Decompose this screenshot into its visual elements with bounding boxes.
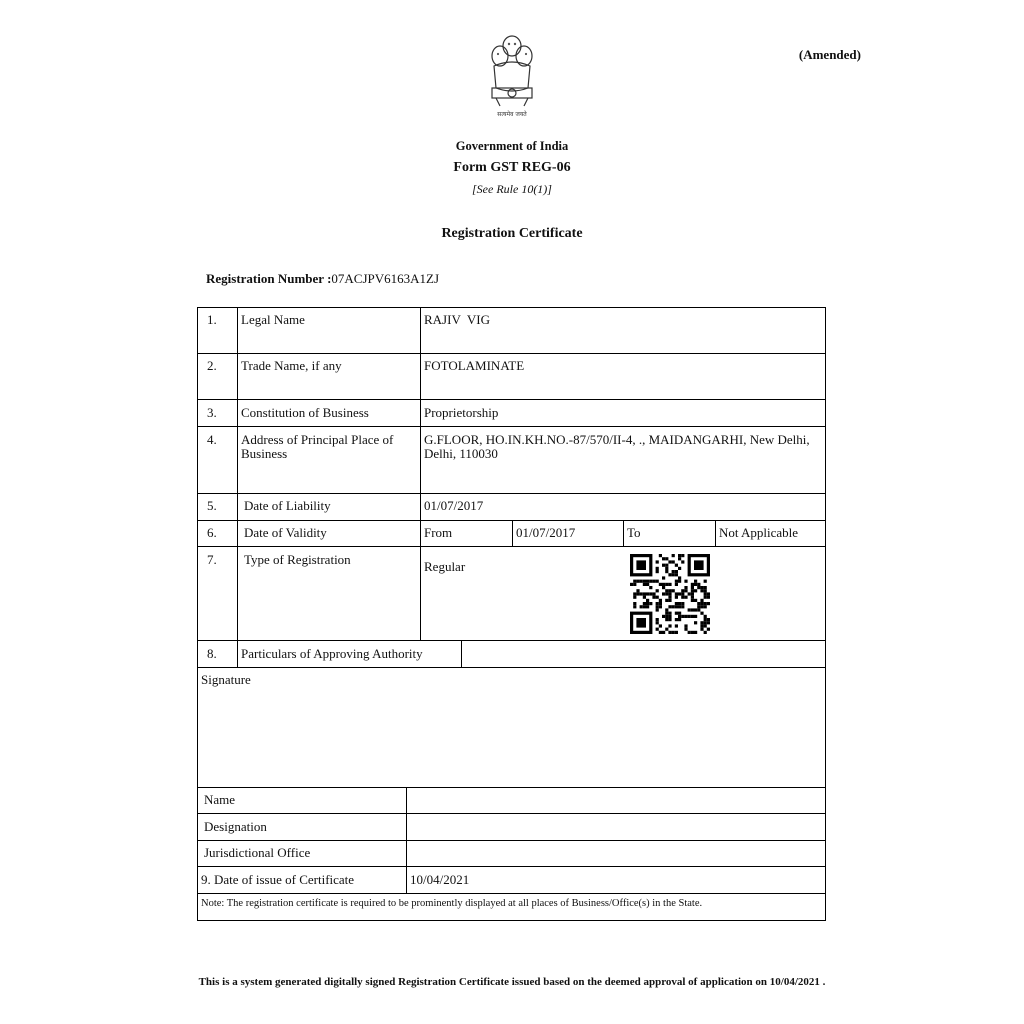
row-divider: [197, 787, 826, 788]
legal-name-label: Legal Name: [241, 312, 305, 327]
row-number: 2.: [207, 358, 217, 373]
registration-type-value: Regular: [424, 559, 466, 574]
liability-date-value: 01/07/2017: [424, 498, 484, 513]
row-divider: [197, 353, 826, 354]
column-divider: [461, 640, 462, 667]
row-number: 4.: [207, 432, 217, 447]
display-note: Note: The registration certificate is required to be prominently displayed at all places of Business/Office(s) in the State.: [201, 898, 703, 909]
row-divider: [197, 546, 826, 547]
column-divider: [623, 520, 624, 546]
row-divider: [197, 667, 826, 668]
row-number: 8.: [207, 646, 217, 661]
validity-from-value: 01/07/2017: [516, 525, 576, 540]
liability-date-label: Date of Liability: [244, 498, 331, 513]
registration-type-label: Type of Registration: [244, 552, 351, 567]
row-divider: [197, 493, 826, 494]
row-divider: [197, 399, 826, 400]
column-divider: [237, 307, 238, 667]
government-title: Government of India: [455, 139, 569, 153]
designation-label: Designation: [204, 819, 267, 834]
qr-code: [630, 554, 710, 634]
officer-name-label: Name: [204, 792, 236, 807]
amended-label: (Amended): [798, 47, 861, 62]
approving-authority-label: Particulars of Approving Authority: [241, 646, 423, 661]
row-number: 3.: [207, 405, 217, 420]
row-number: 5.: [207, 498, 217, 513]
emblem-motto: सत्यमेव जयते: [497, 111, 527, 118]
column-divider: [420, 307, 421, 640]
table-border: [825, 307, 826, 920]
registration-number-line: [206, 271, 439, 287]
validity-to-value: Not Applicable: [719, 525, 799, 540]
legal-name-value: RAJIV VIG: [424, 312, 490, 327]
trade-name-label: Trade Name, if any: [241, 358, 342, 373]
validity-from-label: From: [424, 525, 453, 540]
jurisdictional-office-label: Jurisdictional Office: [204, 845, 311, 860]
table-border: [197, 920, 826, 921]
row-divider: [197, 426, 826, 427]
registration-number-value: 07ACJPV6163A1ZJ: [331, 271, 440, 286]
row-number: 7.: [207, 552, 217, 567]
validity-to-label: To: [627, 525, 641, 540]
footer-disclaimer: This is a system generated digitally signed Registration Certificate issued based on the deemed approval of application on 10/04/2021 .: [198, 976, 826, 988]
table-border: [197, 307, 198, 920]
registration-number-label: Registration Number :: [206, 271, 332, 286]
issue-date-value: 10/04/2021: [410, 872, 470, 887]
trade-name-value: FOTOLAMINATE: [424, 358, 525, 373]
row-divider: [197, 813, 826, 814]
column-divider: [715, 520, 716, 546]
national-emblem-icon: [484, 32, 540, 120]
validity-date-label: Date of Validity: [244, 525, 327, 540]
address-label: Address of Principal Place of Business: [241, 432, 394, 461]
row-divider: [197, 893, 826, 894]
constitution-value: Proprietorship: [424, 405, 499, 420]
signature-label: Signature: [201, 672, 251, 687]
row-number: 1.: [207, 312, 217, 327]
rule-reference: [See Rule 10(1)]: [472, 182, 552, 196]
table-border: [197, 307, 826, 308]
certificate-title: Registration Certificate: [441, 226, 583, 241]
row-divider: [197, 840, 826, 841]
issue-date-label: 9. Date of issue of Certificate: [201, 872, 355, 887]
form-name: Form GST REG-06: [453, 160, 571, 175]
row-divider: [197, 640, 826, 641]
row-divider: [197, 866, 826, 867]
address-value: G.FLOOR, HO.IN.KH.NO.-87/570/II-4, ., MAIDANGARHI, New Delhi, Delhi, 110030: [424, 432, 810, 461]
constitution-label: Constitution of Business: [241, 405, 369, 420]
row-number: 6.: [207, 525, 217, 540]
column-divider: [406, 787, 407, 893]
column-divider: [512, 520, 513, 546]
